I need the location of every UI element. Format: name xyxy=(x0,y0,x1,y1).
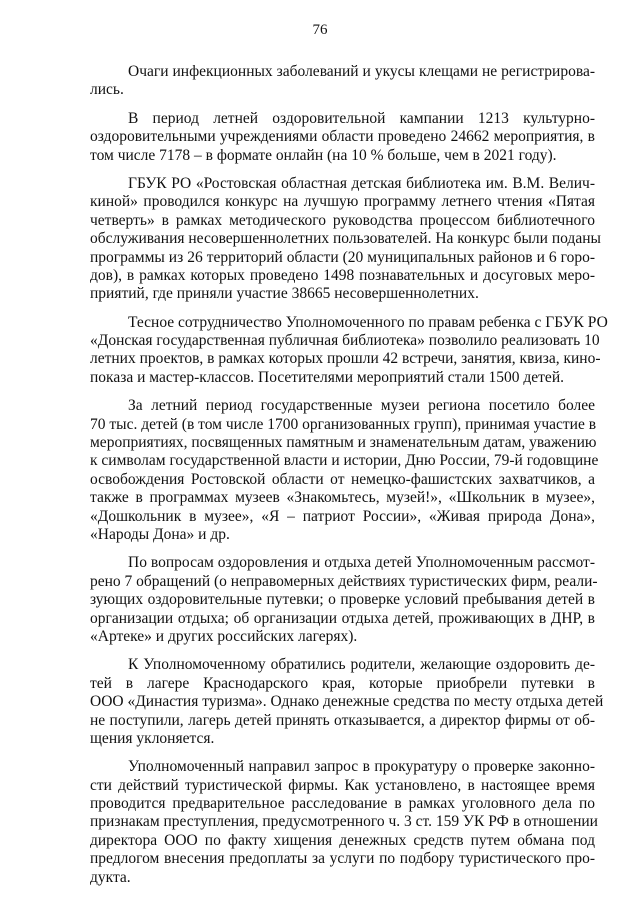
text-line: тей в лагере Краснодарского края, которые приобрели путевки в xyxy=(90,674,595,692)
text-line: дукта. xyxy=(90,868,131,886)
paragraph xyxy=(90,758,598,887)
text-line: проводится предварительное расследование в рамках уголовного дела по xyxy=(90,795,595,813)
text-line: обслуживания несовершеннолетних пользователей. На конкурс были поданы xyxy=(90,230,601,248)
text-line: «Народы Дона» и др. xyxy=(90,525,230,543)
text-line: «Дошкольник в музее», «Я – патриот России», «Живая природа Дона», xyxy=(90,507,595,525)
text-line: За летний период государственные музеи региона посетило более xyxy=(128,397,595,415)
text-line: к символам государственной власти и истории, Дню России, 79-й годовщине xyxy=(90,452,599,470)
text-line: предлогом внесения предоплаты за услуги по подбору туристического про- xyxy=(90,850,595,868)
text-line: мероприятиях, посвященных памятным и знаменательным датам, уважению xyxy=(90,434,597,452)
text-line: освобождения Ростовской области от немецко-фашистских захватчиков, а xyxy=(90,470,595,488)
paragraph xyxy=(90,63,595,100)
text-line: директора ООО по факту хищения денежных средств путем обмана под xyxy=(90,831,595,849)
text-line: том числе 7178 – в формате онлайн (на 10 % больше, чем в 2021 году). xyxy=(90,146,557,164)
text-line: также в программах музеев «Знакомьтесь, музей!», «Школьник в музее», xyxy=(90,489,595,507)
paragraph xyxy=(90,110,595,165)
text-line: щения уклоняется. xyxy=(90,729,215,747)
text-line: «Донская государственная публичная библиотека» позволило реализовать 10 xyxy=(90,332,600,350)
text-line: летних проектов, в рамках которых прошли 42 встречи, занятия, квиза, кино- xyxy=(90,350,601,368)
text-line: не поступили, лагерь детей принять отказывается, а директор фирмы от об- xyxy=(90,711,595,729)
text-line: организации отдыха; об организации отдыха детей, проживающих в ДНР, в xyxy=(90,609,595,627)
page-number: 76 xyxy=(312,22,328,38)
text-line: По вопросам оздоровления и отдыха детей Уполномоченным рассмот- xyxy=(128,554,595,572)
paragraph xyxy=(90,313,608,388)
paragraph xyxy=(90,656,604,748)
text-line: ГБУК РО «Ростовская областная детская библиотека им. В.М. Велич- xyxy=(128,174,595,192)
text-line: К Уполномоченному обратились родители, желающие оздоровить де- xyxy=(128,656,595,674)
text-line: 70 тыс. детей (в том числе 1700 организованных групп), принимая участие в xyxy=(90,415,597,433)
text-line: оздоровительными учреждениями области проведено 24662 мероприятия, в xyxy=(90,128,595,146)
text-line: показа и мастер-классов. Посетителями мероприятий стали 1500 детей. xyxy=(90,368,564,386)
text-line: четверть» в рамках методического руководства процессом библиотечного xyxy=(90,211,595,229)
text-line: дов), в рамках которых проведено 1498 познавательных и досуговых меро- xyxy=(90,266,595,284)
text-line: Очаги инфекционных заболеваний и укусы клещами не регистрирова- xyxy=(128,63,595,80)
text-line: В период летней оздоровительной кампании 1213 культурно- xyxy=(128,109,595,127)
paragraph xyxy=(90,174,601,304)
text-line: ООО «Династия туризма». Однако денежные средства по месту отдыха детей xyxy=(90,693,604,711)
text-line: зующих оздоровительные путевки; о проверке условий пребывания детей в xyxy=(90,591,595,609)
text-line: Уполномоченный направил запрос в прокуратуру о проверке законно- xyxy=(128,758,595,776)
text-line: рено 7 обращений (о неправомерных действиях туристических фирм, реали- xyxy=(90,572,598,590)
text-line: «Артеке» и других российских лагерях). xyxy=(90,627,358,645)
text-line: приятий, где приняли участие 38665 несовершеннолетних. xyxy=(90,285,479,303)
paragraph xyxy=(90,554,598,646)
paragraph xyxy=(90,397,599,544)
text-line: сти действий туристической фирмы. Как установлено, в настоящее время xyxy=(90,776,595,794)
document-body xyxy=(90,63,608,897)
text-line: программы из 26 территорий области (20 муниципальных районов и 6 горо- xyxy=(90,248,595,266)
text-line: лись. xyxy=(90,81,124,99)
text-line: киной» проводился конкурс на лучшую программу летнего чтения «Пятая xyxy=(90,193,595,211)
text-line: признакам преступления, предусмотренного ч. 3 ст. 159 УК РФ в отношении xyxy=(90,813,598,831)
text-line: Тесное сотрудничество Уполномоченного по правам ребенка с ГБУК РО xyxy=(128,313,608,331)
